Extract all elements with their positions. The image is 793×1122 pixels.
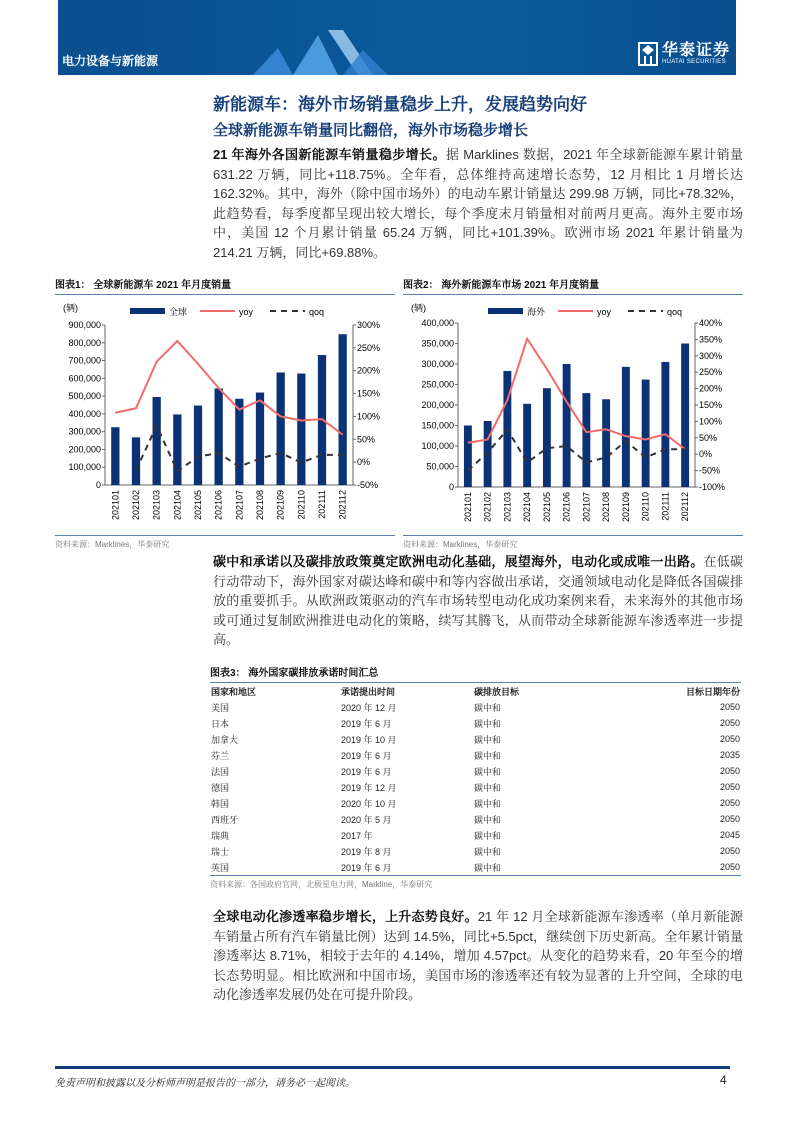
x-tick-label: 202102 — [482, 492, 493, 523]
y-tick-label-right: 0% — [357, 457, 371, 468]
table-cell: 德国 — [211, 782, 230, 793]
table-cell: 日本 — [211, 718, 230, 729]
x-tick-label: 202109 — [275, 490, 286, 521]
logo-text-cn: 华泰证券 — [661, 42, 730, 59]
x-tick-label: 202108 — [601, 492, 612, 523]
table-cell: 2050 — [719, 862, 740, 872]
table-cell: 2050 — [719, 846, 740, 856]
table-cell: 2019 年 6 月 — [341, 718, 392, 729]
table-source: 资料来源：各国政府官网，北极星电力网，Markline，华泰研究 — [210, 875, 741, 890]
legend-label: 全球 — [169, 307, 188, 317]
bar — [194, 406, 202, 485]
table-cell: 2019 年 8 月 — [341, 846, 392, 857]
table-cell: 碳中和 — [474, 830, 502, 841]
y-tick-label: 100,000 — [421, 441, 454, 451]
footer-disclaimer: 免责声明和披露以及分析师声明是报告的一部分，请务必一起阅读。 — [55, 1078, 355, 1089]
table-cell: 2050 — [719, 718, 740, 728]
y-tick-label-right: 350% — [699, 334, 723, 345]
carbon-commitment-table — [210, 683, 741, 875]
table-cell: 韩国 — [211, 798, 230, 809]
table-cell: 2019 年 12 月 — [341, 782, 397, 793]
logo-text-en: HUATAI SECURITIES — [661, 59, 726, 65]
bar — [132, 437, 140, 485]
y-tick-label: 250,000 — [421, 379, 454, 390]
table-cell: 碳中和 — [474, 766, 502, 777]
table-cell: 2019 年 6 月 — [341, 766, 392, 777]
table-cell: 加拿大 — [211, 734, 239, 745]
table-3 — [210, 664, 741, 890]
x-tick-label: 202101 — [110, 490, 121, 521]
table-header-row — [210, 683, 741, 699]
table-row — [210, 699, 741, 715]
y-tick-label: 700,000 — [68, 355, 101, 366]
legend-label: qoq — [309, 307, 325, 317]
y-tick-label: 0 — [448, 482, 454, 492]
chart-source: 资料来源：Marklines，华泰研究 — [55, 535, 395, 550]
y-tick-label-right: 200% — [699, 383, 723, 394]
bar — [215, 388, 223, 485]
table-cell: 碳中和 — [474, 862, 502, 873]
x-tick-label: 202104 — [522, 492, 533, 523]
x-tick-label: 202107 — [234, 490, 245, 521]
yoy-line — [468, 339, 685, 450]
unit-label: (辆) — [63, 303, 78, 313]
paragraph-carbon-policy — [213, 552, 743, 650]
table-cell: 芬兰 — [211, 750, 230, 761]
bar — [464, 426, 472, 488]
table-cell: 碳中和 — [474, 846, 502, 857]
table-cell: 碳中和 — [474, 718, 502, 729]
y-tick-label: 150,000 — [421, 420, 454, 431]
y-tick-label-right: 200% — [357, 365, 381, 376]
table-row — [210, 859, 741, 875]
x-tick-label: 202112 — [680, 492, 691, 522]
logo-mark-icon — [638, 42, 658, 66]
y-tick-label: 800,000 — [68, 337, 101, 348]
yoy-line — [115, 341, 342, 435]
bar — [277, 372, 285, 485]
x-tick-label: 202105 — [193, 490, 203, 521]
y-tick-label-right: 300% — [699, 350, 723, 361]
col-header: 目标日期年份 — [685, 686, 740, 697]
paragraph-lead: 碳中和承诺以及碳排放政策奠定欧洲电动化基础，展望海外，电动化或成唯一出路。 — [213, 554, 704, 569]
x-tick-label: 202104 — [172, 490, 183, 521]
legend-label: qoq — [667, 307, 683, 317]
x-tick-label: 202101 — [462, 492, 473, 523]
chart-2 — [403, 276, 743, 550]
x-tick-label: 202110 — [296, 490, 307, 520]
x-tick-label: 202107 — [581, 492, 592, 523]
table-cell: 英国 — [211, 862, 230, 873]
qoq-line — [468, 430, 685, 471]
table-row — [210, 779, 741, 795]
table-cell: 法国 — [211, 766, 230, 777]
col-header: 国家和地区 — [211, 686, 257, 697]
table-cell: 2045 — [719, 830, 740, 840]
bar — [153, 397, 161, 485]
bar — [622, 367, 630, 487]
table-cell: 2050 — [719, 798, 740, 808]
y-tick-label: 400,000 — [68, 408, 101, 419]
paragraph-sales-growth — [213, 145, 743, 262]
col-header: 碳排放目标 — [474, 686, 520, 697]
section-subtitle: 全球新能源车销量同比翻倍，海外市场稳步增长 — [213, 122, 529, 139]
table-cell: 美国 — [211, 702, 230, 713]
table-cell: 碳中和 — [474, 798, 502, 809]
table-row — [210, 747, 741, 763]
y-tick-label-right: 0% — [699, 449, 713, 460]
chart-title: 图表2： 海外新能源车市场 2021 年月度销量 — [403, 276, 743, 295]
paragraph-lead: 全球电动化渗透率稳步增长，上升态势良好。 — [213, 909, 478, 924]
x-tick-label: 202105 — [541, 492, 552, 523]
x-tick-label: 202111 — [660, 492, 671, 521]
paragraph-body: 据 Marklines 数据，2021 年全球新能源车累计销量 631.22 万辆，同比+118.75%。全年看，总体维持高速增长态势，12 月相比 1 月增长达 162.32%。其中，海外（除中国市场外）的电动车累计销量达 299.98 万辆，同比+78.32%，此趋势看，每季度都呈现出较大增长，每个季度末月销量相对前两月更高。海外主要市场中，美国 12 个月累计销量 65.24 万辆，同比+101.39%。欧洲市场 2021 年累计销量为 214.21 万辆，同比+69.88%。 — [213, 147, 743, 260]
x-tick-label: 202102 — [131, 490, 141, 521]
table-cell: 2017 年 — [341, 830, 373, 841]
y-tick-label-right: 300% — [357, 320, 381, 330]
x-tick-label: 202108 — [255, 490, 265, 521]
bar — [235, 399, 243, 485]
bar — [523, 404, 531, 487]
y-tick-label: 300,000 — [68, 426, 101, 437]
legend-label: 海外 — [527, 307, 546, 317]
paragraph-body: 21 年 12 月全球新能源车渗透率（单月新能源车销量占所有汽车销量比例）达到 14.5%，同比+5.5pct，继续创下历史新高。全年累计销量渗透率达 8.71%，相较于去年的 4.14%，增加 4.57pct。从变化的趋势来看，20 年至今的增长态势明显。相比欧洲和中国市场，美国市场的渗透率还有较为显著的上升空间，全球的电动化渗透率发展仍处在可提升阶段。 — [213, 909, 743, 1002]
table-cell: 2020 年 5 月 — [341, 814, 392, 825]
table-cell: 瑞士 — [211, 846, 230, 857]
table-cell: 西班牙 — [211, 814, 239, 825]
legend-swatch — [130, 308, 165, 314]
table-cell: 2019 年 6 月 — [341, 862, 392, 873]
y-tick-label-right: 100% — [699, 416, 723, 427]
y-tick-label-right: 100% — [357, 411, 381, 422]
bar — [681, 344, 689, 488]
table-cell: 碳中和 — [474, 750, 502, 761]
bar — [543, 388, 551, 487]
bar — [602, 399, 610, 487]
table-cell: 2019 年 10 月 — [341, 734, 397, 745]
table-title: 图表3： 海外国家碳排放承诺时间汇总 — [210, 664, 741, 683]
table-row — [210, 811, 741, 827]
x-tick-label: 202106 — [561, 492, 572, 523]
legend-label: yoy — [597, 307, 612, 317]
table-cell: 2050 — [719, 814, 740, 824]
x-tick-label: 202106 — [213, 490, 224, 521]
paragraph-lead: 21 年海外各国新能源车销量稳步增长。 — [213, 147, 446, 162]
chart-1 — [55, 276, 395, 550]
paragraph-body: 在低碳行动带动下，海外国家对碳达峰和碳中和等内容做出承诺，交通领域电动化是降低各国碳排放的重要抓手。从欧洲政策驱动的汽车市场转型电动化成功案例来看，未来海外的其他市场或可通过复制欧洲推进电动化的策略，续写其腾飞，从而带动全球新能源车渗透率进一步提高。 — [213, 554, 743, 647]
x-tick-label: 202111 — [317, 490, 327, 519]
y-tick-label-right: 150% — [357, 388, 381, 399]
bar — [173, 414, 181, 485]
y-tick-label: 400,000 — [421, 318, 454, 328]
bar — [111, 427, 119, 485]
chart-2-plot — [403, 295, 743, 530]
bar — [563, 364, 571, 487]
table-cell: 2020 年 12 月 — [341, 702, 397, 713]
y-tick-label: 600,000 — [68, 373, 101, 384]
table-cell: 2050 — [719, 766, 740, 776]
y-tick-label: 200,000 — [421, 400, 454, 410]
chart-1-plot — [55, 295, 395, 530]
y-tick-label-right: -100% — [699, 482, 726, 492]
bar — [582, 393, 590, 487]
y-tick-label-right: 250% — [699, 367, 723, 378]
y-tick-label-right: 400% — [699, 318, 723, 328]
chart-title: 图表1： 全球新能源车 2021 年月度销量 — [55, 276, 395, 295]
table-cell: 碳中和 — [474, 734, 502, 745]
table-cell: 2050 — [719, 702, 740, 712]
section-label: 电力设备与新能源 — [62, 54, 159, 68]
bar — [661, 362, 669, 487]
y-tick-label-right: 50% — [699, 432, 718, 443]
y-tick-label-right: 250% — [357, 342, 381, 353]
col-header: 承诺提出时间 — [341, 686, 396, 697]
table-cell: 碳中和 — [474, 702, 502, 713]
banner-decoration-icon — [253, 30, 393, 75]
chart-source: 资料来源：Marklines，华泰研究 — [403, 535, 743, 550]
table-row — [210, 843, 741, 859]
x-tick-label: 202103 — [151, 490, 162, 521]
table-cell: 2019 年 6 月 — [341, 750, 392, 761]
y-tick-label: 200,000 — [68, 444, 101, 455]
y-tick-label: 50,000 — [426, 461, 454, 472]
table-row — [210, 795, 741, 811]
table-cell: 2020 年 10 月 — [341, 798, 397, 809]
table-cell: 2050 — [719, 734, 740, 744]
x-tick-label: 202112 — [337, 490, 348, 520]
table-row — [210, 715, 741, 731]
x-tick-label: 202110 — [640, 492, 651, 522]
bar — [339, 334, 347, 485]
huatai-logo — [638, 42, 730, 66]
y-tick-label: 100,000 — [68, 462, 101, 473]
page-title: 新能源车：海外市场销量稳步上升，发展趋势向好 — [213, 95, 587, 114]
x-tick-label: 202103 — [502, 492, 513, 523]
table-row — [210, 827, 741, 843]
y-tick-label: 350,000 — [421, 338, 454, 349]
bar — [256, 393, 264, 485]
table-cell: 碳中和 — [474, 782, 502, 793]
table-cell: 瑞典 — [211, 830, 230, 841]
y-tick-label-right: 150% — [699, 400, 723, 410]
table-cell: 2050 — [719, 782, 740, 792]
y-tick-label-right: 50% — [357, 434, 376, 445]
legend-swatch — [488, 308, 523, 314]
x-tick-label: 202109 — [620, 492, 631, 523]
y-tick-label-right: -50% — [699, 465, 721, 476]
table-cell: 2035 — [719, 750, 740, 760]
y-tick-label: 500,000 — [68, 391, 101, 402]
paragraph-penetration — [213, 907, 743, 1005]
y-tick-label: 300,000 — [421, 359, 454, 369]
unit-label: (辆) — [411, 303, 426, 313]
y-tick-label: 0 — [95, 480, 101, 490]
table-row — [210, 763, 741, 779]
bar — [642, 380, 650, 487]
y-tick-label-right: -50% — [357, 480, 379, 490]
footer-divider — [55, 1066, 730, 1069]
page-number: 4 — [720, 1073, 727, 1087]
legend-label: yoy — [239, 307, 254, 317]
table-cell: 碳中和 — [474, 814, 502, 825]
header-banner — [58, 0, 736, 75]
table-row — [210, 731, 741, 747]
bar — [297, 374, 305, 485]
y-tick-label: 900,000 — [68, 320, 101, 330]
